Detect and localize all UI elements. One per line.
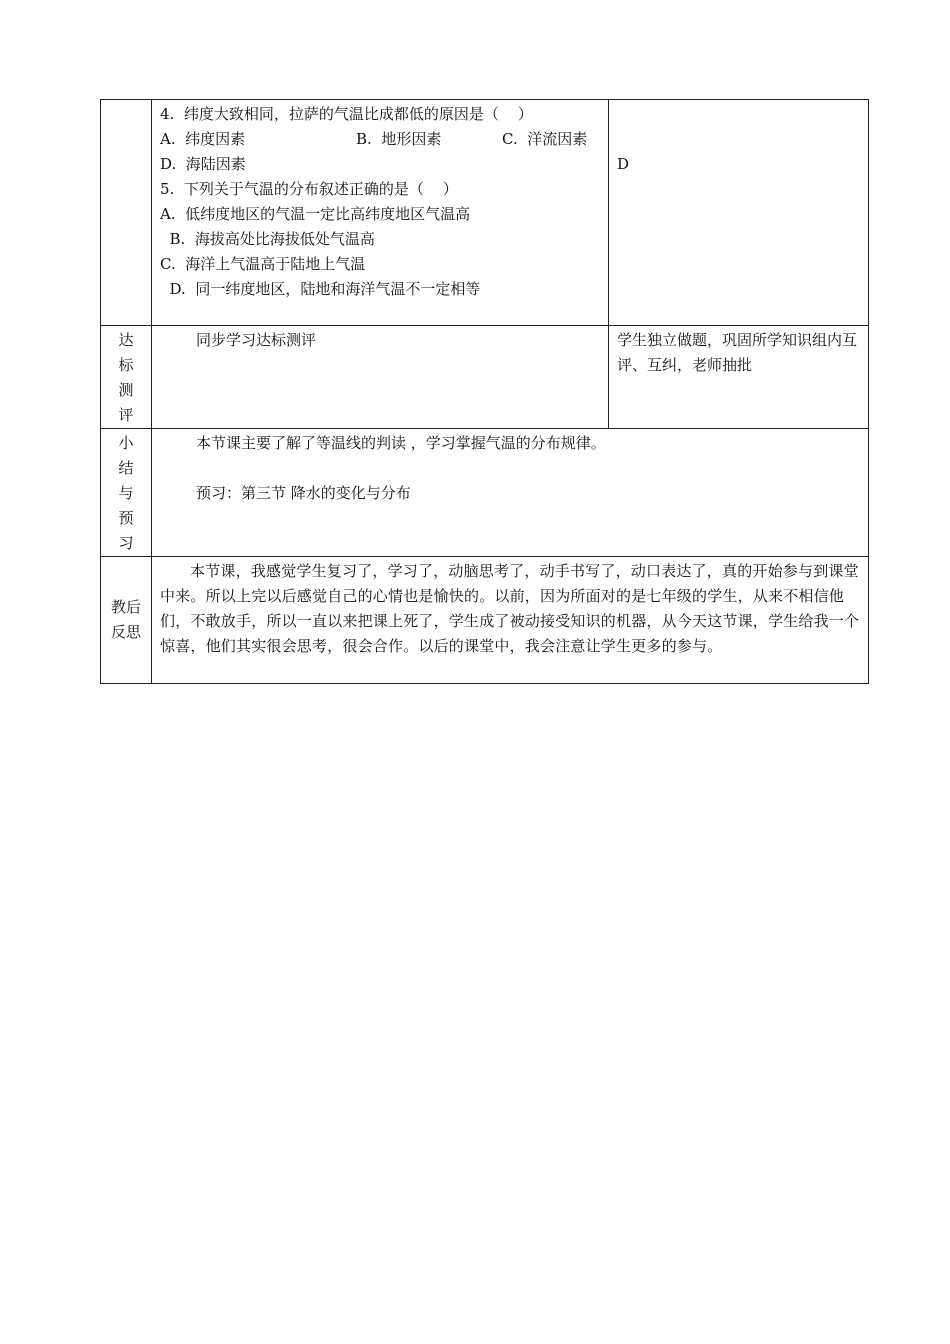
summary-line: 本节课主要了解了等温线的判读 ，学习掌握气温的分布规律。	[196, 434, 606, 452]
exercise-content-cell	[152, 100, 609, 326]
lesson-plan-table	[100, 99, 869, 684]
exercise-row	[101, 100, 869, 326]
q4-option-d: D. 海陆因素	[160, 155, 246, 173]
assessment-note-cell	[609, 326, 869, 429]
label-char: 习	[118, 534, 134, 552]
reflection-content-cell	[152, 557, 869, 684]
preview-line: 预习：第三节 降水的变化与分布	[196, 484, 411, 502]
label-char: 预	[118, 509, 134, 527]
q5-option-a: A. 低纬度地区的气温一定比高纬度地区气温高	[160, 205, 471, 223]
reflection-label	[101, 595, 151, 645]
label-char: 小	[118, 434, 134, 452]
assessment-content-cell	[152, 326, 609, 429]
reflection-row	[101, 557, 869, 684]
label-line: 教后	[110, 598, 141, 616]
reflection-paragraph: 本节课，我感觉学生复习了，学习了，动脑思考了，动手书写了，动口表达了，真的开始参与到课堂中来。所以上完以后感觉自己的心情也是愉快的。以前，因为所面对的是七年级的学生，从来不相信他们，不敢放手，所以一直以来把课上死了，学生成了被动接受知识的机器，从今天这节课，学生给我一个惊喜，他们其实很会思考，很会合作。以后的课堂中，我会注意让学生更多的参与。	[160, 562, 860, 655]
label-char: 测	[118, 381, 134, 399]
question-4-options	[160, 127, 608, 152]
summary-label-cell	[101, 429, 152, 557]
label-char: 评	[118, 406, 134, 424]
assessment-note: 学生独立做题，巩固所学知识组内互评、互纠，老师抽批	[617, 331, 858, 374]
answer-text: D	[617, 155, 630, 173]
summary-content-cell	[152, 429, 869, 557]
q5-option-d: D. 同一纬度地区，陆地和海洋气温不一定相等	[160, 280, 481, 298]
label-char: 达	[118, 331, 134, 349]
label-char: 标	[118, 356, 134, 374]
q4-option-b: B. 地形因素	[356, 130, 442, 148]
label-line: 反思	[110, 623, 141, 641]
question-4: 4. 纬度大致相同，拉萨的气温比成都低的原因是（ ）	[160, 105, 533, 123]
question-5: 5. 下列关于气温的分布叙述正确的是（ ）	[160, 180, 458, 198]
assessment-row	[101, 326, 869, 429]
summary-row	[101, 429, 869, 557]
assessment-label-cell	[101, 326, 152, 429]
reflection-label-cell	[101, 557, 152, 684]
exercise-answer-cell	[609, 100, 869, 326]
label-char: 结	[118, 459, 134, 477]
q4-option-c: C. 洋流因素	[502, 130, 588, 148]
q5-option-b: B. 海拔高处比海拔低处气温高	[160, 230, 375, 248]
label-char: 与	[118, 484, 134, 502]
q5-option-c: C. 海洋上气温高于陆地上气温	[160, 255, 366, 273]
assessment-label	[101, 326, 151, 428]
exercise-label-cell	[101, 100, 152, 326]
summary-label	[101, 429, 151, 556]
assessment-content: 同步学习达标测评	[196, 331, 317, 349]
q4-option-a: A. 纬度因素	[160, 130, 246, 148]
